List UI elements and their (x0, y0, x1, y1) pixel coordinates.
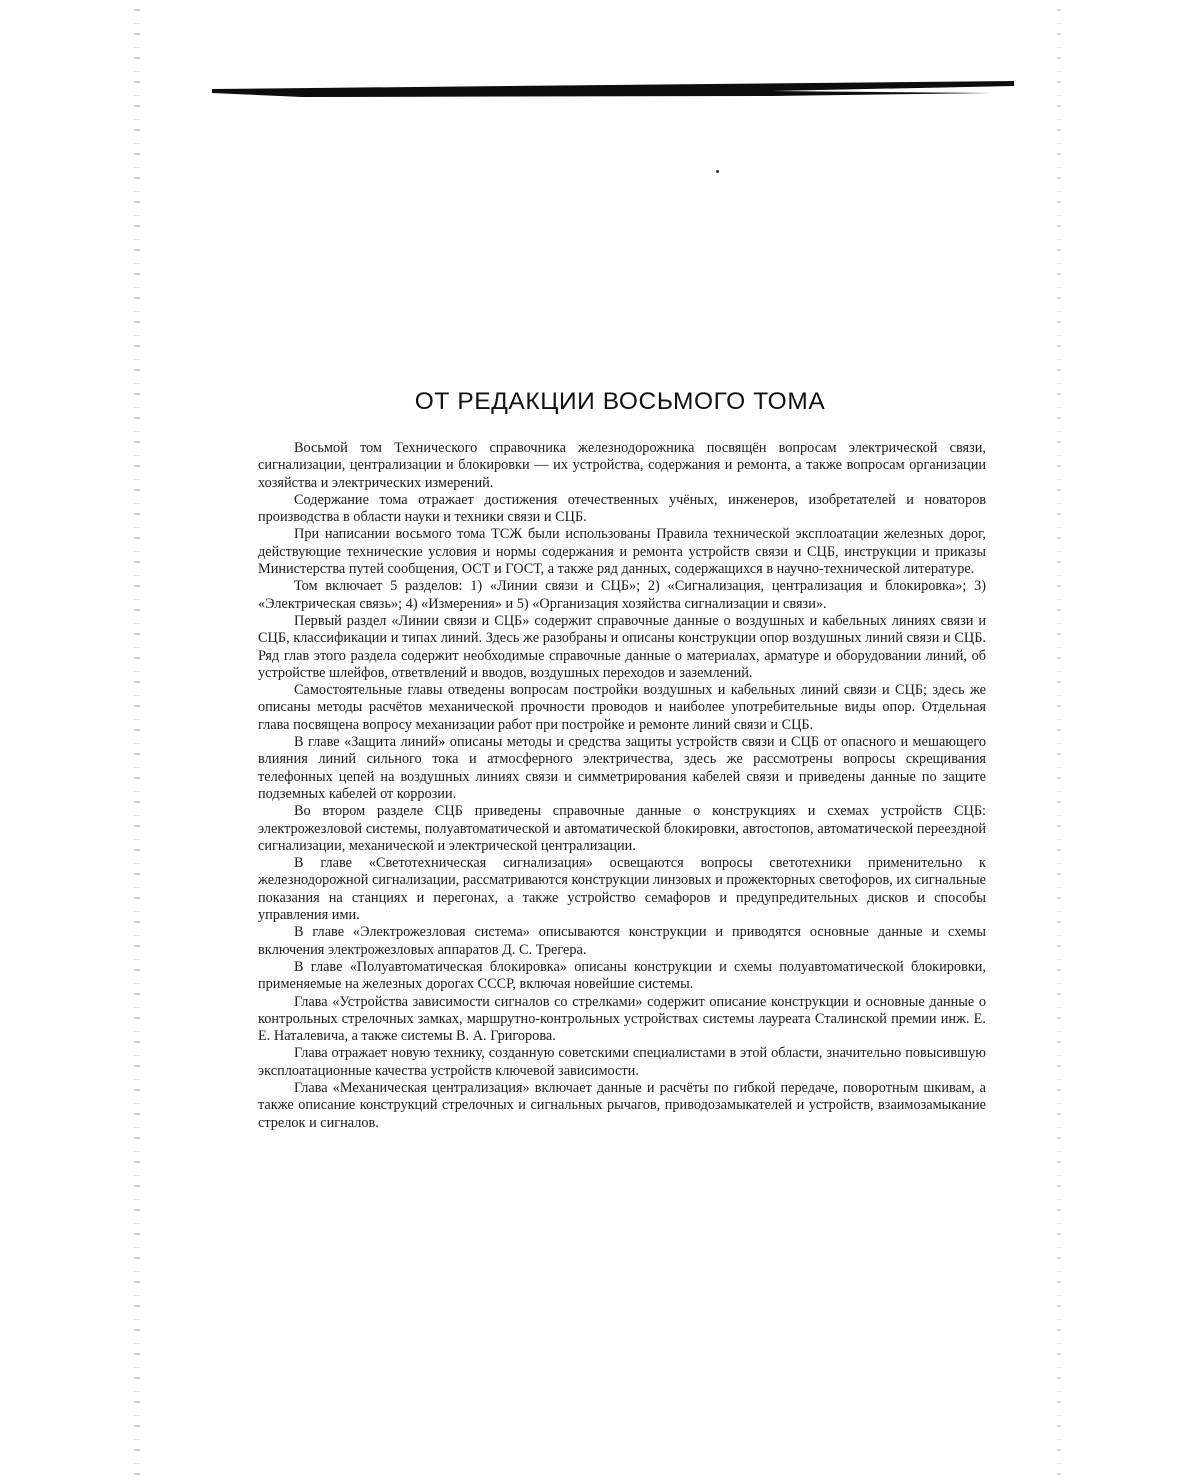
scan-speck (716, 170, 719, 173)
paragraph: В главе «Защита линий» описаны методы и средства защиты устройств связи и СЦБ от опасного и мешающего влияния линий сильного тока и атмосферного электричества, здесь же рассмотрены вопросы скрещивания телефонных цепей на воздушных линиях связи и симметрирования кабелей связи и приведены данные по защите подземных кабелей от коррозии. (258, 734, 986, 802)
paragraph: Глава «Устройства зависимости сигналов со стрелками» содержит описание конструкции и основные данные о контрольных стрелочных замках, маршрутно-контрольных устройствах системы лауреата Сталинской премии инж. Е. Е. Наталевича, а также системы В. А. Григорова. (258, 993, 986, 1045)
paragraph: В главе «Светотехническая сигнализация» освещаются вопросы светотехники применительно к железнодорожной сигнализации, рассматриваются конструкции линзовых и прожекторных светофоров, их сигнальные показания на станциях и перегонах, а также устройство семафоров и предупредительных дисков и способы управления ими. (258, 855, 986, 924)
paragraph: Содержание тома отражает достижения отечественных учёных, инженеров, изобретателей и новаторов производства в области науки и техники связи и СЦБ. (258, 491, 986, 526)
document-body (258, 440, 986, 1132)
paragraph: Первый раздел «Линии связи и СЦБ» содержит справочные данные о воздушных и кабельных линиях связи и СЦБ, классификации и типах линий. Здесь же разобраны и описаны конструкции опор воздушных линий связи и СЦБ. Ряд глав этого раздела содержит необходимые справочные данные о материалах, арматуре и оборудовании линий, об устройстве шлейфов, ответвлений и вводов, воздушных переходов и заземлений. (258, 612, 986, 681)
paragraph: Глава «Механическая централизация» включает данные и расчёты по гибкой передаче, поворотным шкивам, а также описание конструкций стрелочных и сигнальных рычагов, приводозамыкателей и устройств, взаимозамыкание стрелок и сигналов. (258, 1079, 986, 1131)
paragraph: Том включает 5 разделов: 1) «Линии связи и СЦБ»; 2) «Сигнализация, централизация и блокировка»; 3) «Электрическая связь»; 4) «Измерения» и 5) «Организация хозяйства сигнализации и связи». (258, 578, 986, 612)
scan-edge-left (134, 0, 140, 1482)
scan-edge-right (1057, 0, 1061, 1482)
paragraph: При написании восьмого тома ТСЖ были использованы Правила технической эксплоатации железных дорог, действующие технические условия и нормы содержания и ремонта устройств связи и СЦБ, инструкции и приказы Министерства путей сообщения, ОСТ и ГОСТ, а также ряд данных, содержащихся в научно-технической литературе. (258, 526, 986, 578)
paragraph: Восьмой том Технического справочника железнодорожника посвящён вопросам электрической связи, сигнализации, централизации и блокировки — их устройства, содержания и ремонта, а также вопросам организации хозяйства и электрических измерений. (258, 440, 986, 491)
paragraph: Самостоятельные главы отведены вопросам постройки воздушных и кабельных линий связи и СЦБ; здесь же описаны методы расчётов механической прочности проводов и наиболее употребительные виды опор. Отдельная глава посвящена вопросу механизации работ при постройке и ремонте линий связи и СЦБ. (258, 682, 986, 733)
paragraph: Глава отражает новую технику, созданную советскими специалистами в этой области, значительно повысившую эксплоатационные качества устройств ключевой зависимости. (258, 1045, 986, 1079)
paragraph: В главе «Полуавтоматическая блокировка» описаны конструкции и схемы полуавтоматической блокировки, применяемые на железных дорогах СССР, включая новейшие системы. (258, 958, 986, 993)
paragraph: В главе «Электрожезловая система» описываются конструкции и приводятся основные данные и схемы включения электрожезловых аппаратов Д. С. Трегера. (258, 924, 986, 958)
decorative-top-rule (212, 80, 1014, 102)
paragraph: Во втором разделе СЦБ приведены справочные данные о конструкциях и схемах устройств СЦБ: электрожезловой системы, полуавтоматической и автоматической блокировки, автостопов, автоматической переездной сигнализации, механической и электрической централизации. (258, 803, 986, 854)
page-title: ОТ РЕДАКЦИИ ВОСЬМОГО ТОМА (414, 388, 826, 415)
